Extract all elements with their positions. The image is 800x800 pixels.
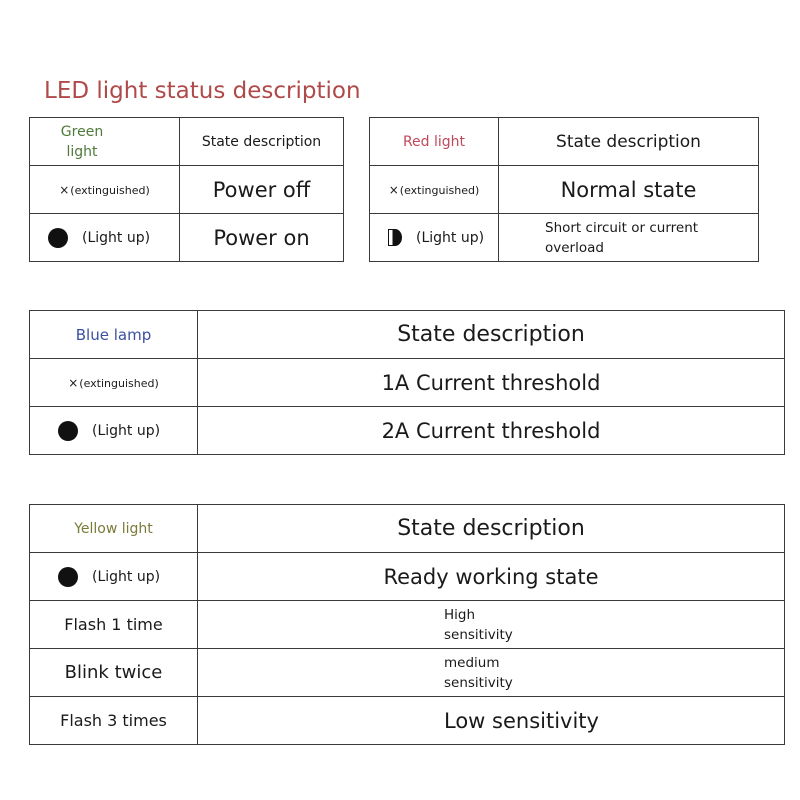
light-up-cell bbox=[30, 407, 198, 455]
extinguished-cell bbox=[30, 359, 198, 407]
table-row bbox=[30, 359, 785, 407]
state-description-header: State description bbox=[198, 505, 785, 553]
state-text-cell bbox=[198, 601, 785, 649]
state-text: Ready working state bbox=[198, 553, 785, 601]
filled-circle-icon bbox=[58, 567, 78, 587]
extinguished-cell bbox=[30, 166, 180, 214]
state-text: Power off bbox=[180, 166, 344, 214]
table-row bbox=[30, 697, 785, 745]
state-text: Low sensitivity bbox=[444, 708, 599, 733]
filled-circle-icon bbox=[58, 421, 78, 441]
filled-circle-icon bbox=[48, 228, 68, 248]
state-text: High sensitivity bbox=[444, 606, 513, 643]
state-text-cell bbox=[499, 214, 759, 262]
extinguished-label: (extinguished) bbox=[399, 183, 480, 197]
table-header-row bbox=[30, 118, 344, 166]
red-light-table bbox=[369, 117, 759, 262]
flash-count-label: Flash 1 time bbox=[30, 601, 198, 649]
light-up-label: (Light up) bbox=[92, 568, 161, 585]
light-up-cell bbox=[30, 553, 198, 601]
extinguished-label: (extinguished) bbox=[79, 376, 159, 390]
state-text: Power on bbox=[180, 214, 344, 262]
table-row bbox=[30, 166, 344, 214]
green-light-text: Green light bbox=[60, 123, 104, 160]
state-text: 1A Current threshold bbox=[198, 359, 785, 407]
cross-icon: × bbox=[59, 182, 70, 197]
yellow-light-table bbox=[29, 504, 785, 745]
state-text-cell bbox=[198, 649, 785, 697]
state-text: Normal state bbox=[499, 166, 759, 214]
table-row bbox=[370, 214, 759, 262]
table-header-row bbox=[30, 311, 785, 359]
flash-count-label: Blink twice bbox=[30, 649, 198, 697]
blue-lamp-table bbox=[29, 310, 785, 455]
table-row bbox=[30, 214, 344, 262]
yellow-light-label: Yellow light bbox=[30, 505, 198, 553]
extinguished-label: (extinguished) bbox=[70, 183, 150, 197]
half-circle-icon bbox=[388, 229, 402, 246]
extinguished-cell bbox=[370, 166, 499, 214]
light-up-cell bbox=[30, 214, 180, 262]
state-text-cell bbox=[198, 697, 785, 745]
light-up-label: (Light up) bbox=[82, 229, 151, 246]
light-up-label: (Light up) bbox=[92, 422, 161, 439]
state-text: medium sensitivity bbox=[444, 654, 513, 691]
cross-icon: × bbox=[388, 182, 399, 197]
green-light-label bbox=[30, 118, 180, 166]
light-up-label: (Light up) bbox=[416, 229, 485, 246]
table-row bbox=[30, 601, 785, 649]
table-header-row bbox=[30, 505, 785, 553]
cross-icon: × bbox=[68, 375, 79, 390]
state-description-header: State description bbox=[198, 311, 785, 359]
table-row bbox=[30, 407, 785, 455]
flash-count-label: Flash 3 times bbox=[30, 697, 198, 745]
light-up-cell bbox=[370, 214, 499, 262]
table-row bbox=[30, 649, 785, 697]
table-row bbox=[370, 166, 759, 214]
blue-lamp-label: Blue lamp bbox=[30, 311, 198, 359]
table-row bbox=[30, 553, 785, 601]
red-light-label: Red light bbox=[370, 118, 499, 166]
page-title: LED light status description bbox=[44, 78, 361, 104]
green-light-table bbox=[29, 117, 344, 262]
table-header-row bbox=[370, 118, 759, 166]
state-description-header: State description bbox=[180, 118, 344, 166]
state-text: Short circuit or current overload bbox=[545, 219, 699, 256]
state-description-header: State description bbox=[499, 118, 759, 166]
state-text: 2A Current threshold bbox=[198, 407, 785, 455]
